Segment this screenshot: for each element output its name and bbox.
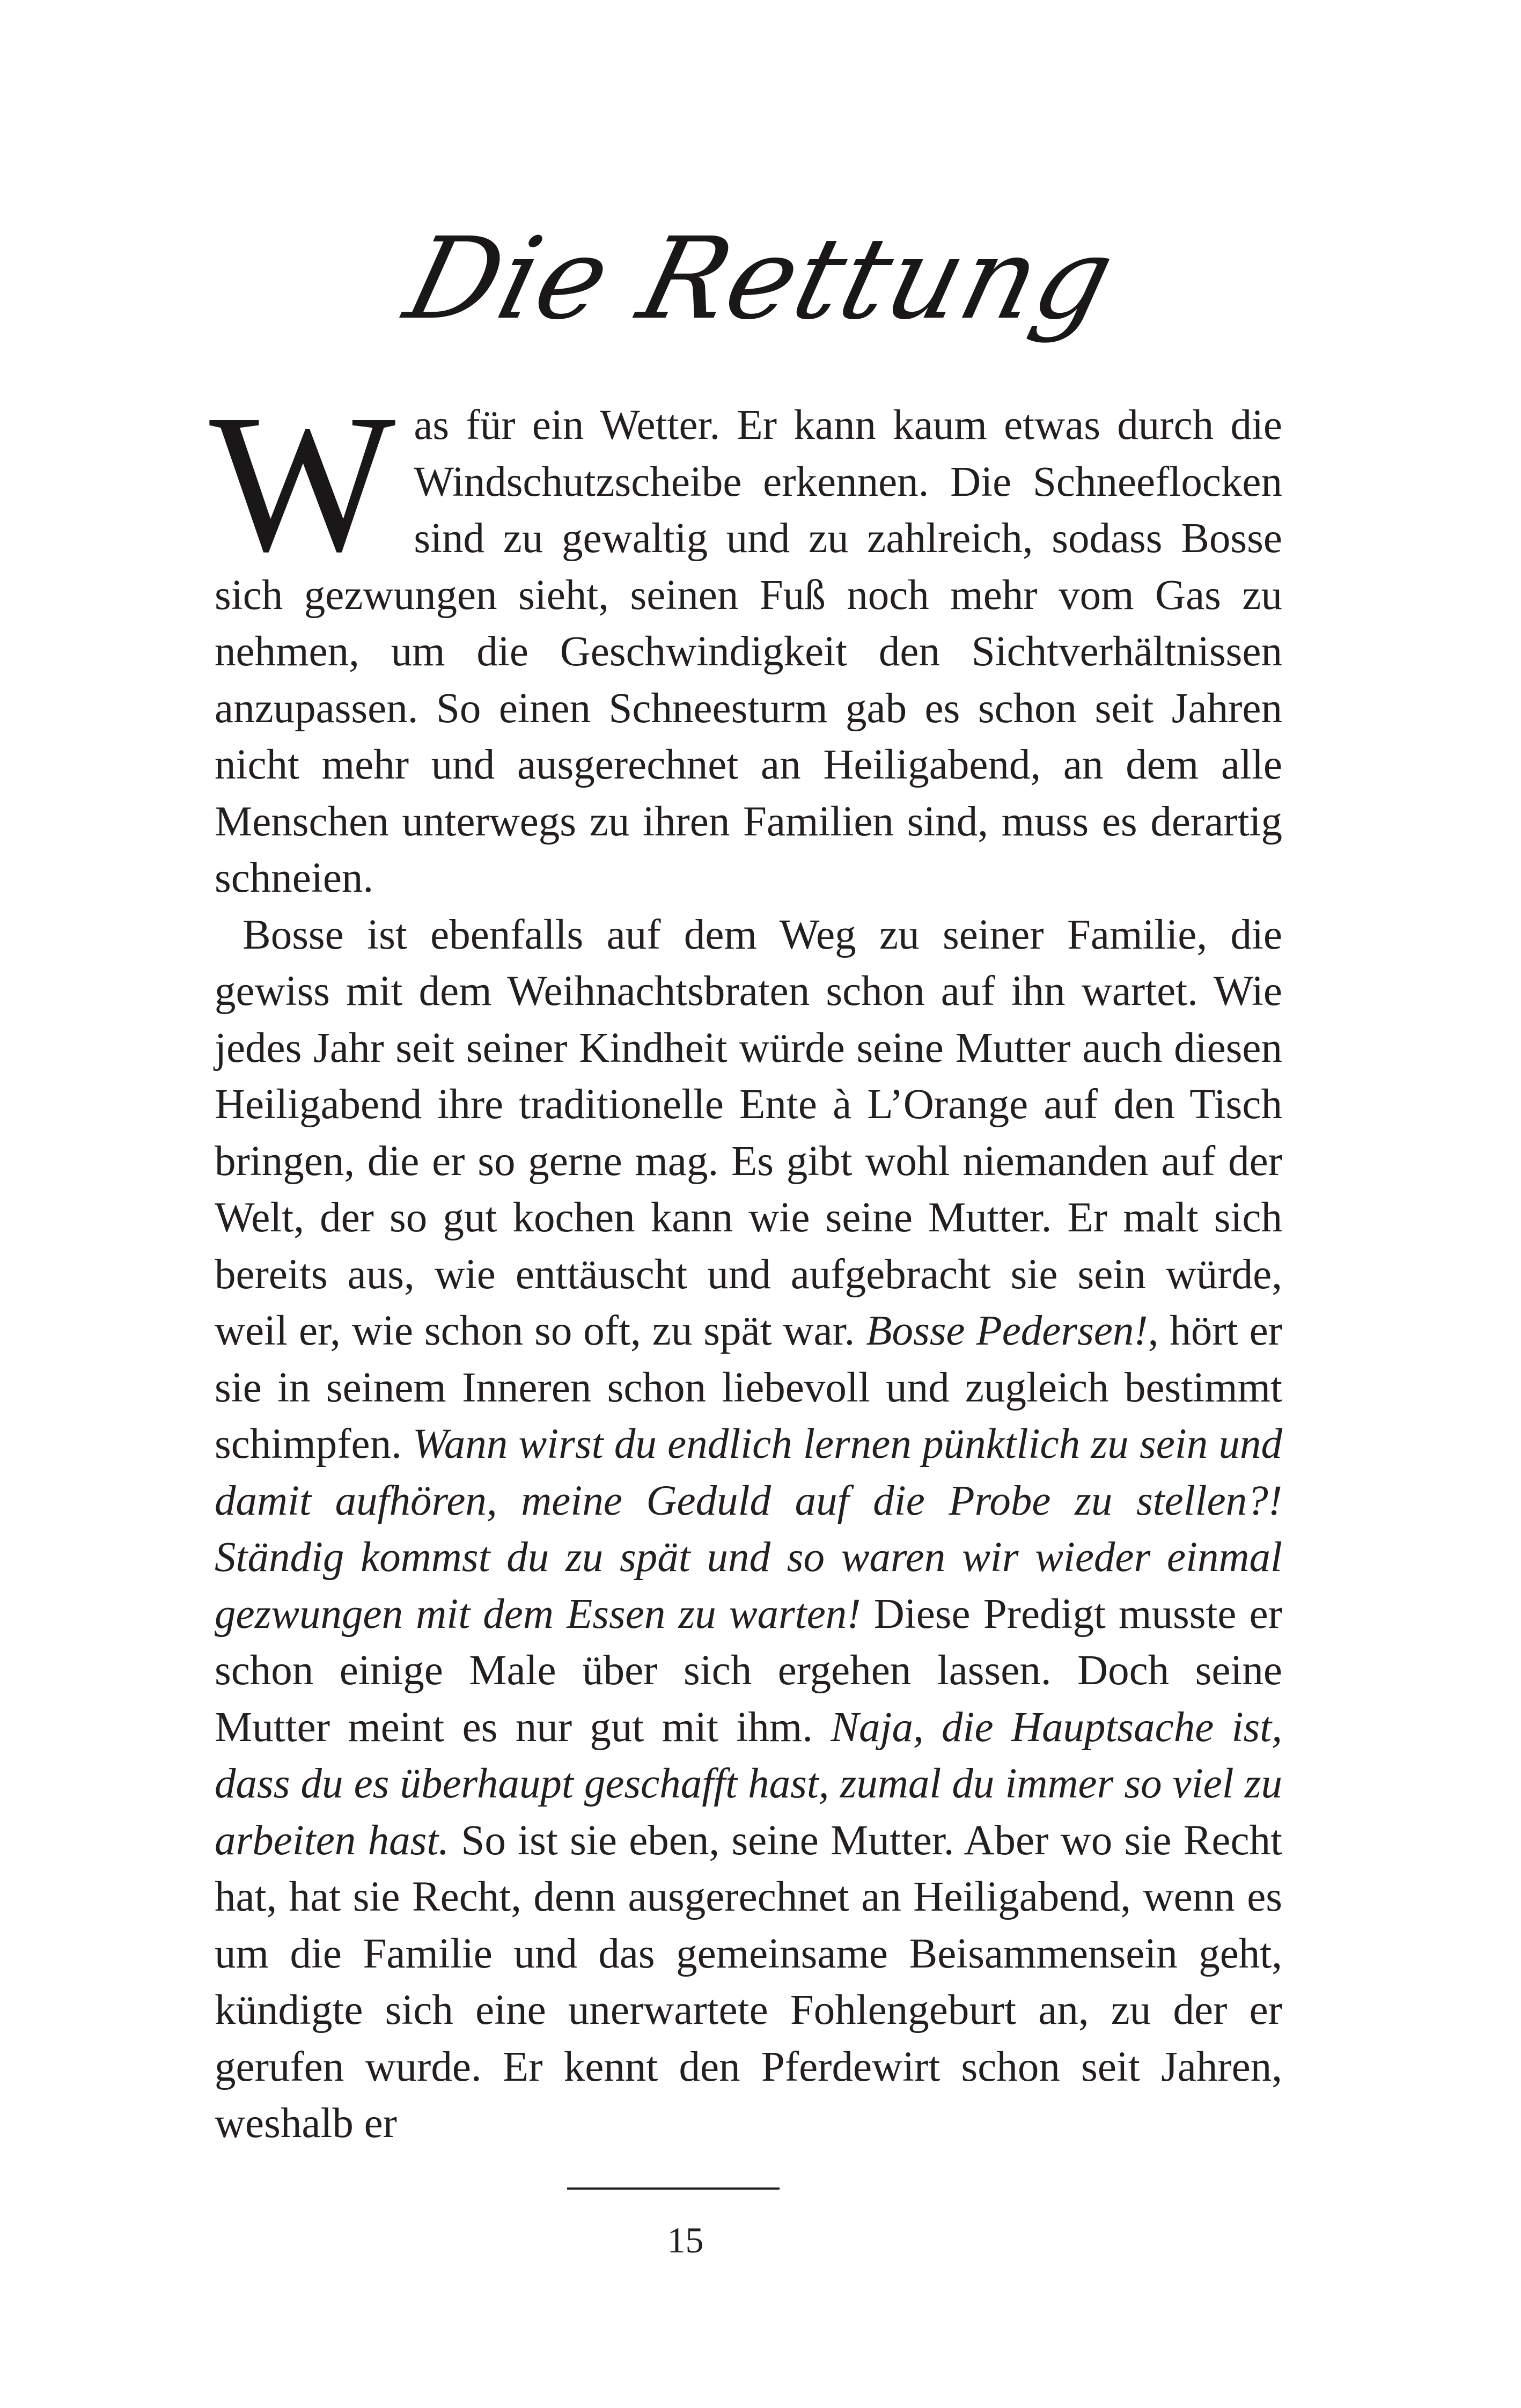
page-number: 15 [667,2220,704,2260]
paragraph-2 [215,907,1282,2152]
footer-rule [567,2187,780,2190]
italic-speech-1: Bosse Pedersen! [866,1308,1148,1354]
italic-speech-2: Wann wirst du endlich lernen pünktlich zu sein und damit aufhören, meine Geduld auf die Probe zu stellen?! Ständig kommst du zu spät und so waren wir wieder einmal gezwungen mit dem Essen zu warten! [215,1421,1283,1638]
chapter-title: Die Rettung [394,213,1127,344]
paragraph-1 [209,373,1282,907]
drop-cap: W [209,373,396,592]
body-text [209,373,1283,2152]
paragraph-2-text-2: , hört er sie in seinem Inneren schon liebevoll und zugleich bestimmt schimpfen. [215,1308,1282,1467]
paragraph-2-text-3: Diese Predigt musste er schon einige Male über sich ergehen lassen. Doch seine Mutter meint es nur gut mit ihm. [215,1590,1282,1751]
italic-speech-3: Naja, die Hauptsache ist, dass du es überhaupt geschafft hast, zumal du immer so viel zu arbeiten hast. [215,1704,1282,1864]
paragraph-1-text: as für ein Wetter. Er kann kaum etwas durch die Windschutzscheibe erkennen. Die Schneeflocken sind zu gewaltig und zu zahlreich, sodass Bosse sich gezwungen sieht, seinen Fuß noch mehr vom Gas zu nehmen, um die Geschwindigkeit den Sichtverhältnissen anzupassen. So einen Schneesturm gab es schon seit Jahren nicht mehr und ausgerechnet an Heiligabend, an dem alle Menschen unterwegs zu ihren Familien sind, muss es derartig schneien. [215,402,1282,901]
paragraph-2-text-1: Bosse ist ebenfalls auf dem Weg zu seiner Familie, die gewiss mit dem Weihnachtsbraten schon auf ihn wartet. Wie jedes Jahr seit seiner Kindheit würde seine Mutter auch diesen Heiligabend ihre traditionelle Ente à L’Orange auf den Tisch bringen, die er so gerne mag. Es gibt wohl niemanden auf der Welt, der so gut kochen kann wie seine Mutter. Er malt sich bereits aus, wie enttäuscht und aufgebracht sie sein würde, weil er, wie schon so oft, zu spät war. [215,911,1282,1354]
paragraph-2-text-4: So ist sie eben, seine Mutter. Aber wo sie Recht hat, hat sie Recht, denn ausgerechnet an Heiligabend, wenn es um die Familie und das gemeinsame Beisammensein geht, kündigte sich eine unerwartete Fohlengeburt an, zu der er gerufen wurde. Er kennt den Pferdewirt schon seit Jahren, weshalb er [215,1817,1283,2147]
